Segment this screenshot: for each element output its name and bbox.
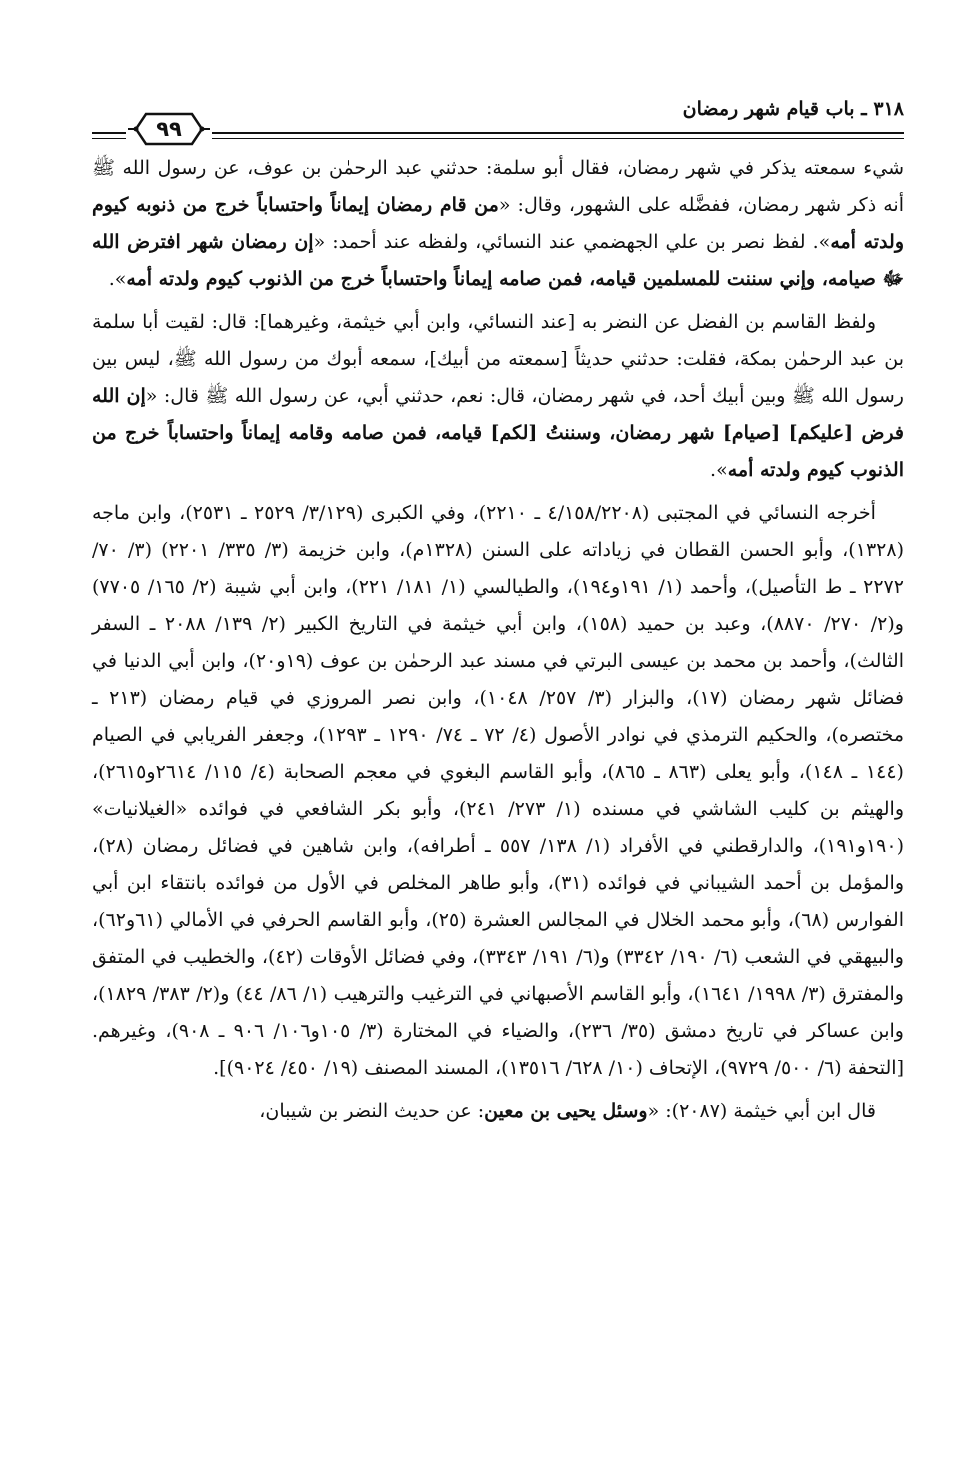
header-rule-thin [92, 138, 904, 139]
body-text: ». [710, 459, 728, 481]
body-text: ». لفظ نصر بن علي الجهضمي عند النسائي، ولفظه عند أحمد: « [313, 231, 831, 253]
body-text: شيء سمعته يذكر في شهر رمضان، فقال أبو سلمة: حدثني عبد الرحمٰن بن عوف، عن رسول الله ﷺ أنه ذكر شهر رمضان، ففضَّله على الشهور، وقال: « [92, 157, 904, 216]
document-page [92, 92, 904, 1136]
body-text: : عن حديث النضر بن شيبان، [259, 1100, 485, 1122]
page-header [92, 92, 904, 150]
paragraph-2 [92, 304, 904, 489]
running-title: ٣١٨ ـ باب قيام شهر رمضان [682, 98, 904, 120]
body-text: أخرجه النسائي في المجتبى (٤/١٥٨/٢٢٠٨ ـ ٢٢١٠)، وفي الكبرى (٣/١٢٩/ ٢٥٢٩ ـ ٢٥٣١)، وابن ماجه (١٣٢٨)، وأبو الحسن القطان في زياداته على السنن (١٣٢٨م)، وابن خزيمة (٣/ ٣٣٥/ ٢٢٠١) (٣/ ٧٠/ ٢٢٧٢ ـ ط التأصيل)، وأحمد (١/ ١٩١و١٩٤)، والطيالسي (١/ ١٨١/ ٢٢١)، وابن أبي شيبة (٢/ ١٦٥/ ٧٧٠٥) و(٢/ ٢٧٠/ ٨٨٧٠)، وعبد بن حميد (١٥٨)، وابن أبي خيثمة في التاريخ الكبير (٢/ ١٣٩/ ٢٠٨٨ ـ السفر الثالث)، وأحمد بن محمد بن عيسى البرتي في مسند عبد الرحمٰن بن عوف (١٩و٢٠)، وابن أبي الدنيا في فضائل شهر رمضان (١٧)، والبزار (٣/ ٢٥٧/ ١٠٤٨)، وابن نصر المروزي في قيام رمضان (٢١٣ ـ مختصره)، والحكيم الترمذي في نوادر الأصول (٤/ ٧٢ ـ ٧٤/ ١٢٩٠ ـ ١٢٩٣)، وجعفر الفريابي في الصيام (١٤٤ ـ ١٤٨)، وأبو يعلى (٨٦٣ ـ ٨٦٥)، وأبو القاسم البغوي في معجم الصحابة (٤/ ١١٥/ ٢٦١٤و٢٦١٥)، والهيثم بن كليب الشاشي في مسنده (١/ ٢٧٣/ ٢٤١)، وأبو بكر الشافعي في فوائده «الغيلانيات» (١٩٠و١٩١)، والدارقطني في الأفراد (١/ ١٣٨/ ٥٥٧ ـ أطرافه)، وابن شاهين في فضائل رمضان (٢٨)، والمؤمل بن أحمد الشيباني في فوائده (٣١)، وأبو طاهر المخلص في الأول من فوائده بانتقاء ابن أبي الفوارس (٦٨)، وأبو محمد الخلال في المجالس العشرة (٢٥)، وأبو القاسم الحرفي في الأمالي (٦١و٦٢)، والبيهقي في الشعب (٦/ ١٩٠/ ٣٣٤٢) و(٦/ ١٩١/ ٣٣٤٣)، وفي فضائل الأوقات (٤٢)، والخطيب في المتفق والمفترق (٣/ ١٩٩٨/ ١٦٤١)، وأبو القاسم الأصبهاني في الترغيب والترهيب (١/ ٨٦/ ٤٤) و(٢/ ٣٨٣/ ١٨٢٩)، وابن عساكر في تاريخ دمشق (٣٥/ ٢٣٦)، والضياء في المختارة (٣/ ١٠٥و١٠٦/ ٩٠٦ ـ ٩٠٨)، وغيرهم. [التحفة (٦/ ٥٠٠/ ٩٧٢٩)، الإتحاف (١٠/ ٦٢٨/ ١٣٥١٦)، المسند المصنف (١٩/ ٤٥٠/ ٩٠٢٤)]. [92, 502, 905, 1079]
header-rule [92, 132, 904, 134]
paragraph-1 [92, 150, 904, 298]
body-text: ولفظ القاسم بن الفضل عن النضر به [عند النسائي، وابن أبي خيثمة، وغيرهما]: قال: لقيت أبا سلمة بن عبد الرحمٰن بمكة، فقلت: حدثني حديثاً [سمعته من أبيك]، سمعه أبوك من رسول الله ﷺ، ليس بين رسول الله ﷺ وبين أبيك أحد، في شهر رمضان، قال: نعم، حدثني أبي، عن رسول الله ﷺ قال: « [92, 311, 904, 407]
bold-hadith-text: وسئل يحيى بن معين [484, 1100, 648, 1122]
body-text: ». [108, 268, 127, 290]
paragraph-3-takhrij [92, 495, 904, 1087]
paragraph-4 [92, 1093, 904, 1130]
bold-hadith-text: من قام رمضان إيماناً واحتساباً خرج من ذنوبه كيوم ولدته أمه [92, 194, 904, 253]
body-text: قال ابن أبي خيثمة (٢٠٨٧): « [647, 1100, 876, 1122]
page-number-badge [126, 110, 212, 148]
bold-hadith-text: إن رمضان شهر افترض الله ﷻ صيامه، وإني سننت للمسلمين قيامه، فمن صامه إيماناً واحتساباً خرج من الذنوب كيوم ولدته أمه [92, 231, 904, 290]
bold-hadith-text: إن الله فرض [عليكم] [صيام] شهر رمضان، وسننتُ [لكم] قيامه، فمن صامه وقامه إيماناً واحتساباً خرج من الذنوب كيوم ولدته أمه [92, 385, 904, 481]
page-number: ٩٩ [156, 117, 182, 141]
